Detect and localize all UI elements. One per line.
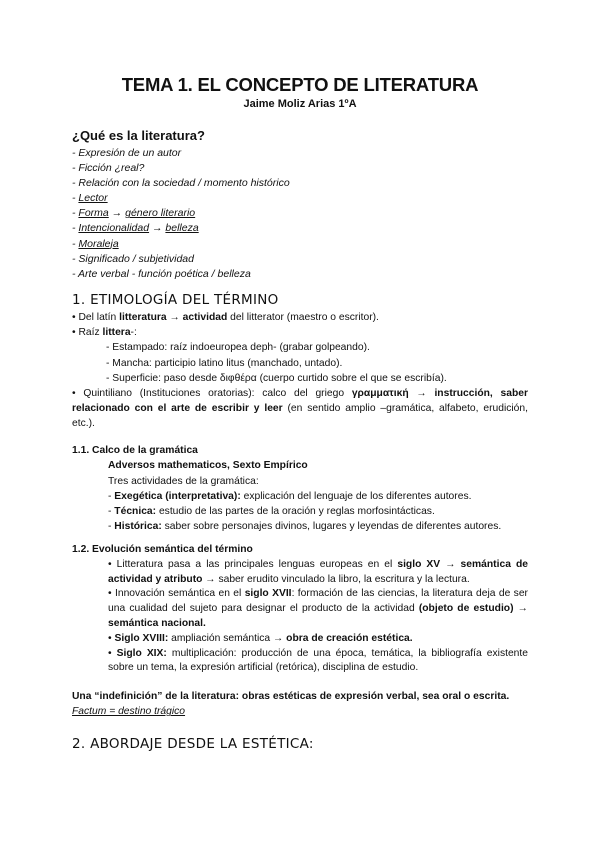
author-line: Jaime Moliz Arias 1ºA	[243, 98, 357, 110]
list-item: - Ficción ¿real?	[72, 162, 145, 175]
paragraph: - Estampado: raíz indoeuropea deph- (grabar golpeando).	[106, 342, 370, 354]
paragraph: - Superficie: paso desde διφθέρα (cuerpo curtido sobre el que se escribía).	[106, 372, 447, 384]
list-item: - Histórica: saber sobre personajes divinos, lugares y leyendas de diferentes autores.	[108, 521, 502, 533]
question-list	[72, 146, 290, 282]
subsection-heading: 1.2. Evolución semántica del término	[72, 544, 253, 555]
list-item: - Relación con la sociedad / momento histórico	[72, 177, 290, 190]
document-title: TEMA 1. EL CONCEPTO DE LITERATURA	[121, 74, 479, 95]
list-item: - Arte verbal - función poética / belleza	[72, 267, 251, 280]
subsection-1-2	[72, 543, 528, 676]
paragraph: • Quintiliano (Instituciones oratorias): calco del griego γραμματική → instrucción, saber relacionado con el arte de escribir y leer (en sentido amplio –gramática, alfabeto, erudición, etc.).	[72, 388, 529, 430]
list-item: - Forma → género literario	[72, 207, 196, 220]
list-item: - Moraleja	[72, 237, 119, 250]
list-item: - Significado / subjetividad	[72, 252, 194, 265]
list-item: - Expresión de un autor	[72, 147, 182, 159]
paragraph: • Siglo XVIII: ampliación semántica → obra de creación estética.	[108, 632, 413, 644]
paragraph: • Innovación semántica en el siglo XVII: formación de las ciencias, la literatura deja de ser una cualidad del sujeto para designar el producto de la actividad (objeto de estudio) → semántica nacional.	[108, 588, 528, 629]
question-heading: ¿Qué es la literatura?	[72, 128, 205, 143]
list-item: - Lector	[72, 192, 108, 205]
paragraph: • Litteratura pasa a las principales lenguas europeas en el siglo XV → semántica de actividad y atributo → saber erudito vinculado la libro, la escritura y la lectura.	[108, 558, 528, 585]
section-1-body	[72, 310, 528, 432]
paragraph: - Mancha: participio latino litus (manchado, untado).	[106, 357, 343, 369]
source-line: Adversos mathematicos, Sexto Empírico	[108, 460, 308, 472]
factum-note: Factum = destino trágico	[72, 706, 186, 718]
conclusion	[72, 689, 528, 720]
subsection-1-1	[72, 443, 528, 535]
list-item: - Técnica: estudio de las partes de la oración y reglas morfosintácticas.	[108, 506, 435, 518]
paragraph: Tres actividades de la gramática:	[108, 475, 259, 487]
conclusion-text: Una “indefinición” de la literatura: obras estéticas de expresión verbal, sea oral o escrita.	[72, 691, 510, 702]
list-item: - Intencionalidad → belleza	[72, 222, 199, 235]
list-item: - Exegética (interpretativa): explicación del lenguaje de los diferentes autores.	[108, 490, 472, 502]
paragraph: • Raíz littera-:	[72, 327, 137, 339]
section-1-heading: 1. ETIMOLOGÍA DEL TÉRMINO	[72, 292, 279, 308]
paragraph: • Del latín litteratura → actividad del litterator (maestro o escritor).	[72, 312, 379, 323]
paragraph: • Siglo XIX: multiplicación: producción de una época, temática, la bibliografía existente sobre un tema, la expresión artificial (retórica), disciplina de estudio.	[108, 647, 528, 674]
section-2-heading: 2. ABORDAJE DESDE LA ESTÉTICA:	[72, 736, 314, 752]
subsection-heading: 1.1. Calco de la gramática	[72, 445, 198, 456]
